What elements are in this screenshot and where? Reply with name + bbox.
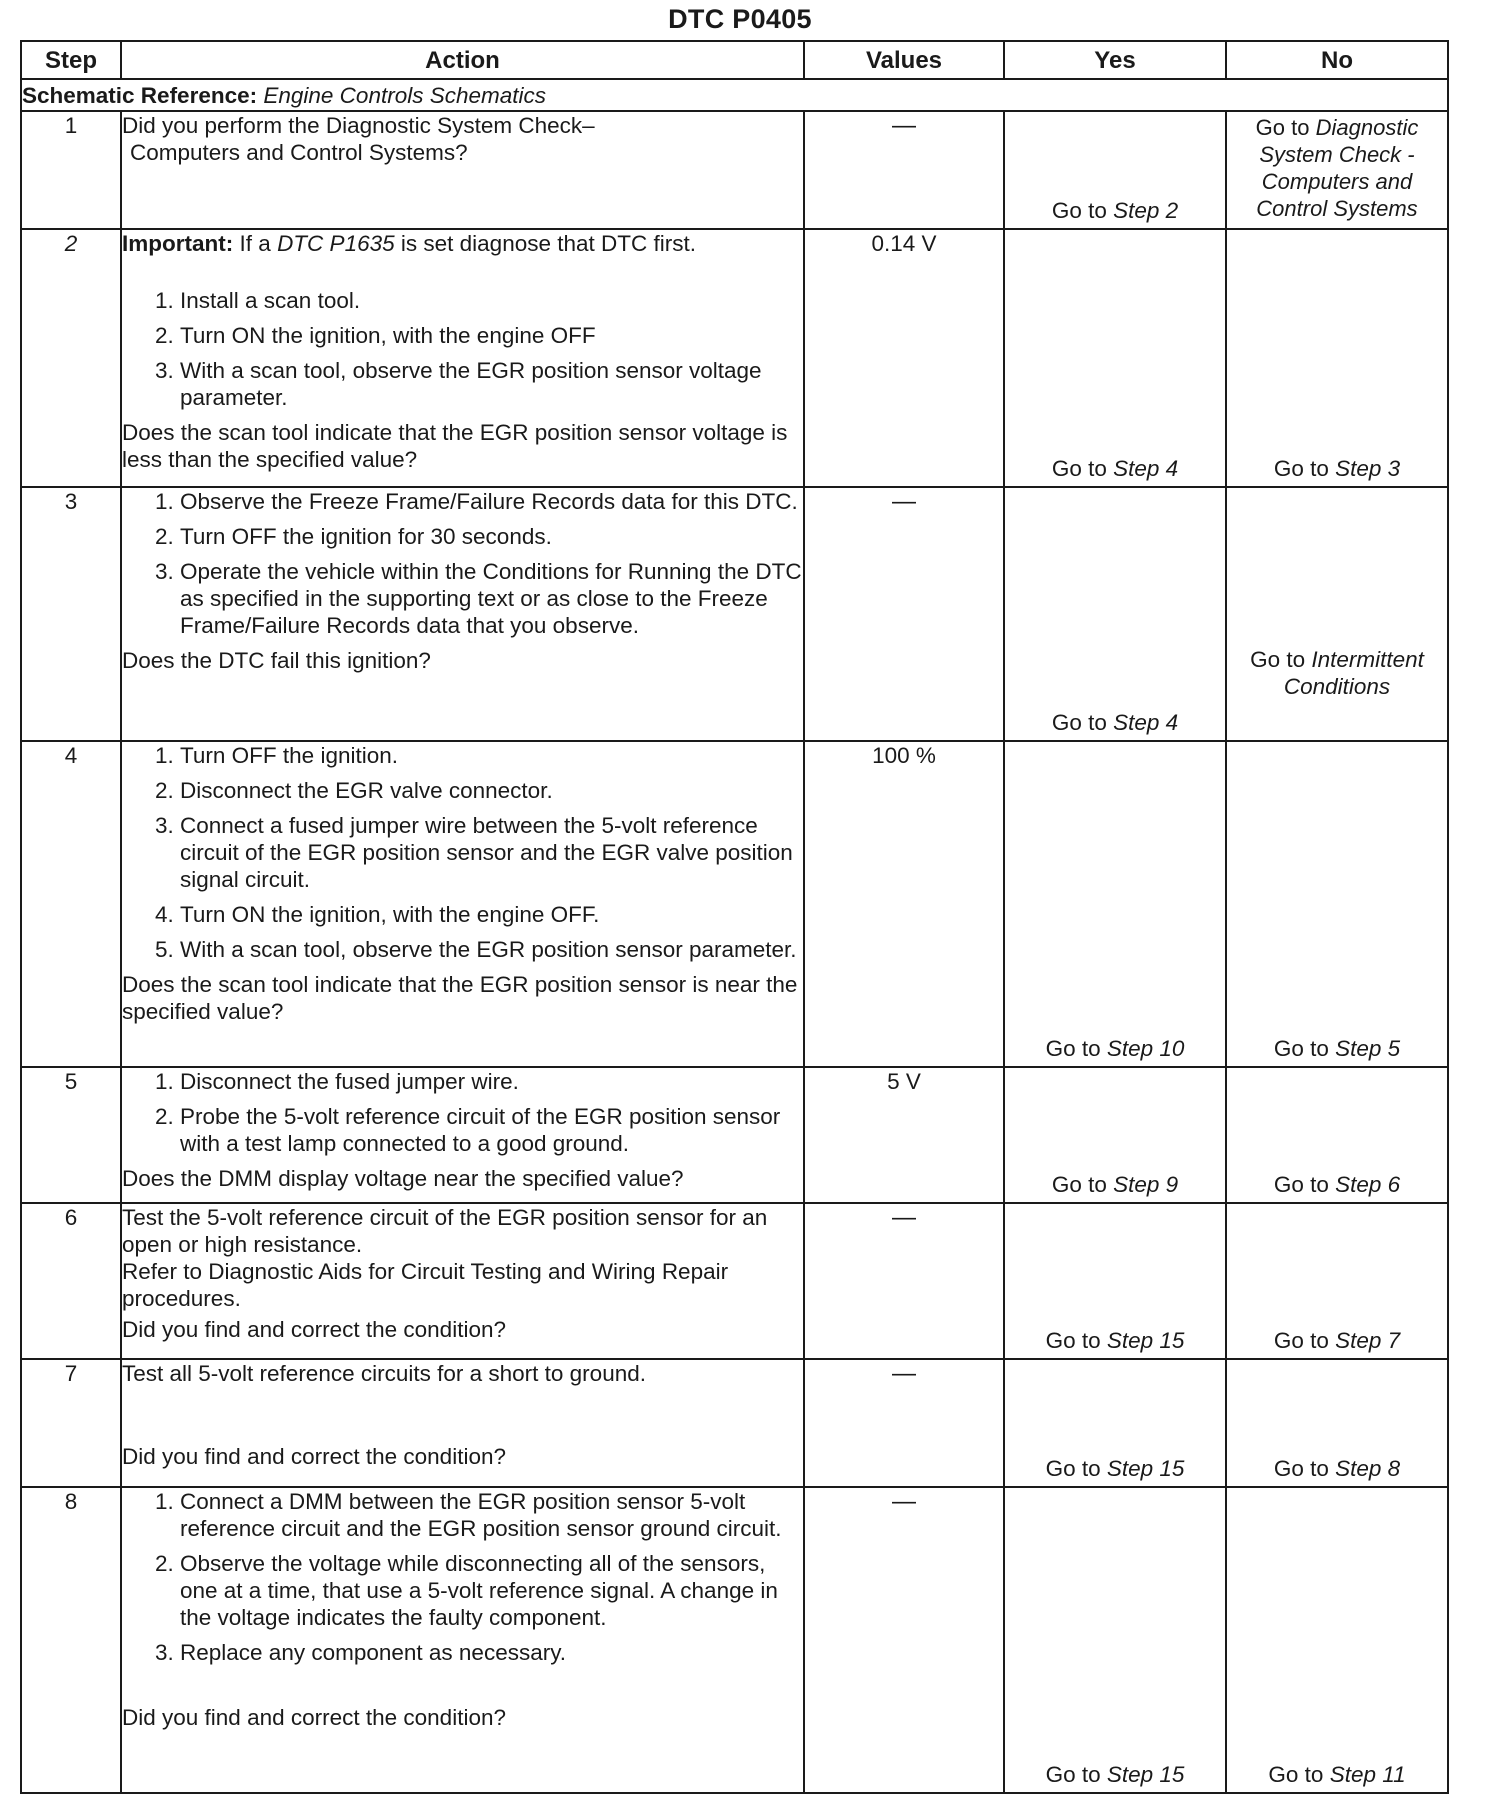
header-row bbox=[21, 41, 1448, 79]
no-goto[interactable] bbox=[1233, 114, 1441, 222]
yes-target[interactable]: Step 9 bbox=[1113, 1172, 1179, 1197]
important-label: Important: bbox=[122, 231, 234, 256]
yes-target[interactable]: Step 4 bbox=[1113, 456, 1179, 481]
action-item: 1. Disconnect the fused jumper wire. bbox=[180, 1068, 803, 1095]
dtc-reference: DTC P1635 bbox=[277, 231, 395, 256]
no-goto[interactable] bbox=[1227, 1171, 1447, 1198]
yes-cell[interactable] bbox=[1004, 1359, 1226, 1487]
no-goto[interactable] bbox=[1227, 1035, 1447, 1062]
yes-target[interactable]: Step 15 bbox=[1106, 1762, 1185, 1787]
value-cell: — bbox=[804, 1487, 1004, 1793]
action-item: 3. With a scan tool, observe the EGR position sensor voltage parameter. bbox=[180, 357, 803, 411]
action-item: 2. Observe the voltage while disconnecting all of the sensors, one at a time, that use a 5-volt reference signal. A change in the voltage indicates the faulty component. bbox=[180, 1550, 803, 1631]
goto-text: Go to bbox=[1273, 1036, 1329, 1061]
action-list bbox=[122, 742, 803, 963]
yes-goto[interactable] bbox=[1005, 1035, 1225, 1062]
table-row bbox=[21, 1067, 1448, 1203]
no-cell[interactable] bbox=[1226, 487, 1448, 741]
important-text: is set diagnose that DTC first. bbox=[400, 231, 697, 256]
action-item: 2. Turn ON the ignition, with the engine OFF bbox=[180, 322, 803, 349]
action-item: 2. Disconnect the EGR valve connector. bbox=[180, 777, 803, 804]
no-target[interactable]: Computers and bbox=[1261, 169, 1413, 194]
no-target[interactable]: Step 7 bbox=[1335, 1328, 1401, 1353]
action-question: Does the DMM display voltage near the specified value? bbox=[122, 1166, 684, 1191]
table-row bbox=[21, 487, 1448, 741]
step-number: 7 bbox=[21, 1359, 121, 1487]
no-cell[interactable] bbox=[1226, 229, 1448, 487]
action-question: Did you find and correct the condition? bbox=[122, 1444, 506, 1469]
action-cell bbox=[121, 1067, 804, 1203]
schematic-link[interactable]: Engine Controls Schematics bbox=[263, 82, 547, 108]
value-cell: 5 V bbox=[804, 1067, 1004, 1203]
action-item: 1. Connect a DMM between the EGR position sensor 5-volt reference circuit and the EGR position sensor ground circuit. bbox=[180, 1488, 803, 1542]
no-target[interactable]: Step 11 bbox=[1329, 1762, 1406, 1787]
goto-text: Go to bbox=[1045, 1036, 1101, 1061]
table-row bbox=[21, 1487, 1448, 1793]
goto-text: Go to bbox=[1045, 1328, 1101, 1353]
yes-target[interactable]: Step 15 bbox=[1106, 1456, 1185, 1481]
yes-cell[interactable] bbox=[1004, 1067, 1226, 1203]
action-item: 1. Install a scan tool. bbox=[180, 287, 803, 314]
yes-goto[interactable] bbox=[1005, 197, 1225, 224]
yes-target[interactable]: Step 2 bbox=[1113, 198, 1179, 223]
no-goto[interactable] bbox=[1227, 1761, 1447, 1788]
action-cell bbox=[121, 741, 804, 1067]
no-goto[interactable] bbox=[1233, 646, 1441, 700]
header-step: Step bbox=[21, 41, 121, 79]
no-target[interactable]: Step 8 bbox=[1335, 1456, 1401, 1481]
action-item: 1. Turn OFF the ignition. bbox=[180, 742, 803, 769]
no-cell[interactable] bbox=[1226, 1203, 1448, 1359]
action-text: Computers and Control Systems? bbox=[130, 140, 468, 165]
table-row bbox=[21, 1359, 1448, 1487]
no-cell[interactable] bbox=[1226, 1359, 1448, 1487]
value-cell: — bbox=[804, 487, 1004, 741]
no-target[interactable]: Conditions bbox=[1283, 674, 1391, 699]
goto-text: Go to bbox=[1051, 1172, 1107, 1197]
important-note bbox=[122, 230, 803, 257]
action-item: 1. Observe the Freeze Frame/Failure Records data for this DTC. bbox=[180, 488, 803, 515]
action-text: Refer to Diagnostic Aids for Circuit Testing and Wiring Repair procedures. bbox=[122, 1259, 729, 1311]
action-list bbox=[122, 287, 803, 411]
action-cell bbox=[121, 487, 804, 741]
goto-text: Go to bbox=[1051, 198, 1107, 223]
step-number: 3 bbox=[21, 487, 121, 741]
no-target[interactable]: Step 3 bbox=[1335, 456, 1401, 481]
table-row bbox=[21, 111, 1448, 229]
action-item: 5. With a scan tool, observe the EGR position sensor parameter. bbox=[180, 936, 803, 963]
goto-text: Go to bbox=[1250, 647, 1306, 672]
no-goto[interactable] bbox=[1227, 455, 1447, 482]
goto-text: Go to bbox=[1273, 456, 1329, 481]
no-cell[interactable] bbox=[1226, 1067, 1448, 1203]
important-text: If a bbox=[239, 231, 271, 256]
action-item: 3. Replace any component as necessary. bbox=[180, 1639, 803, 1666]
action-text: Did you perform the Diagnostic System Check– bbox=[122, 113, 595, 138]
goto-text: Go to bbox=[1045, 1456, 1101, 1481]
action-item: 4. Turn ON the ignition, with the engine OFF. bbox=[180, 901, 803, 928]
yes-target[interactable]: Step 10 bbox=[1106, 1036, 1185, 1061]
value-cell: 0.14 V bbox=[804, 229, 1004, 487]
action-question: Did you find and correct the condition? bbox=[122, 1705, 506, 1730]
action-cell bbox=[121, 1203, 804, 1359]
yes-goto[interactable] bbox=[1005, 455, 1225, 482]
yes-cell[interactable] bbox=[1004, 741, 1226, 1067]
yes-cell[interactable] bbox=[1004, 111, 1226, 229]
value-cell: — bbox=[804, 1359, 1004, 1487]
value-cell: — bbox=[804, 1203, 1004, 1359]
page-title: DTC P0405 bbox=[668, 4, 812, 34]
schematic-reference bbox=[21, 79, 1448, 111]
action-question: Does the DTC fail this ignition? bbox=[122, 648, 431, 673]
value-cell: — bbox=[804, 111, 1004, 229]
action-text: Test the 5-volt reference circuit of the EGR position sensor for an open or high resistance. bbox=[122, 1205, 768, 1257]
yes-cell[interactable] bbox=[1004, 229, 1226, 487]
goto-text: Go to bbox=[1051, 710, 1107, 735]
diagnostic-table bbox=[20, 40, 1449, 1794]
action-question: Does the scan tool indicate that the EGR position sensor voltage is less than the specified value? bbox=[122, 420, 788, 472]
no-cell[interactable] bbox=[1226, 111, 1448, 229]
action-list bbox=[122, 1488, 803, 1666]
yes-goto[interactable] bbox=[1005, 1761, 1225, 1788]
yes-goto[interactable] bbox=[1005, 1327, 1225, 1354]
yes-target[interactable]: Step 4 bbox=[1113, 710, 1179, 735]
step-number: 8 bbox=[21, 1487, 121, 1793]
table-row bbox=[21, 741, 1448, 1067]
goto-text: Go to bbox=[1045, 1762, 1101, 1787]
no-cell[interactable] bbox=[1226, 1487, 1448, 1793]
action-text: Test all 5-volt reference circuits for a short to ground. bbox=[122, 1361, 646, 1386]
goto-text: Go to bbox=[1273, 1456, 1329, 1481]
step-number: 6 bbox=[21, 1203, 121, 1359]
no-target[interactable]: Intermittent bbox=[1311, 647, 1424, 672]
spacer bbox=[122, 1674, 803, 1700]
step-number: 1 bbox=[21, 111, 121, 229]
action-question: Did you find and correct the condition? bbox=[122, 1317, 506, 1342]
action-item: 2. Turn OFF the ignition for 30 seconds. bbox=[180, 523, 803, 550]
action-list bbox=[122, 488, 803, 639]
goto-text: Go to bbox=[1255, 115, 1310, 140]
action-item: 3. Operate the vehicle within the Conditions for Running the DTC as specified in the supporting text or as close to the Freeze Frame/Failure Records data that you observe. bbox=[180, 558, 803, 639]
action-item: 3. Connect a fused jumper wire between the 5-volt reference circuit of the EGR position sensor and the EGR valve position signal circuit. bbox=[180, 812, 803, 893]
no-target[interactable]: Step 5 bbox=[1335, 1036, 1401, 1061]
table-row bbox=[21, 1203, 1448, 1359]
yes-cell[interactable] bbox=[1004, 1487, 1226, 1793]
action-cell bbox=[121, 229, 804, 487]
no-target[interactable]: Diagnostic bbox=[1315, 115, 1419, 140]
step-number: 2 bbox=[21, 229, 121, 487]
step-number: 4 bbox=[21, 741, 121, 1067]
action-list bbox=[122, 1068, 803, 1157]
schematic-label: Schematic Reference: bbox=[22, 82, 258, 108]
spacer bbox=[122, 1387, 803, 1423]
yes-target[interactable]: Step 15 bbox=[1106, 1328, 1185, 1353]
goto-text: Go to bbox=[1051, 456, 1107, 481]
action-question: Does the scan tool indicate that the EGR position sensor is near the specified value? bbox=[122, 972, 798, 1024]
schematic-row bbox=[21, 79, 1448, 111]
goto-text: Go to bbox=[1273, 1328, 1329, 1353]
no-target[interactable]: System Check - bbox=[1259, 142, 1415, 167]
action-cell bbox=[121, 1359, 804, 1487]
no-target[interactable]: Control Systems bbox=[1256, 196, 1418, 221]
yes-goto[interactable] bbox=[1005, 1171, 1225, 1198]
header-action: Action bbox=[121, 41, 804, 79]
no-goto[interactable] bbox=[1227, 1327, 1447, 1354]
table-row bbox=[21, 229, 1448, 487]
action-cell bbox=[121, 111, 804, 229]
header-yes: Yes bbox=[1004, 41, 1226, 79]
header-values: Values bbox=[804, 41, 1004, 79]
goto-text: Go to bbox=[1268, 1762, 1324, 1787]
no-goto[interactable] bbox=[1227, 1455, 1447, 1482]
action-item: 2. Probe the 5-volt reference circuit of the EGR position sensor with a test lamp connected to a good ground. bbox=[180, 1103, 803, 1157]
yes-goto[interactable] bbox=[1005, 1455, 1225, 1482]
yes-cell[interactable] bbox=[1004, 1203, 1226, 1359]
yes-goto[interactable] bbox=[1005, 709, 1225, 736]
header-no: No bbox=[1226, 41, 1448, 79]
value-cell: 100 % bbox=[804, 741, 1004, 1067]
yes-cell[interactable] bbox=[1004, 487, 1226, 741]
goto-text: Go to bbox=[1273, 1172, 1329, 1197]
action-cell bbox=[121, 1487, 804, 1793]
no-target[interactable]: Step 6 bbox=[1335, 1172, 1401, 1197]
step-number: 5 bbox=[21, 1067, 121, 1203]
no-cell[interactable] bbox=[1226, 741, 1448, 1067]
